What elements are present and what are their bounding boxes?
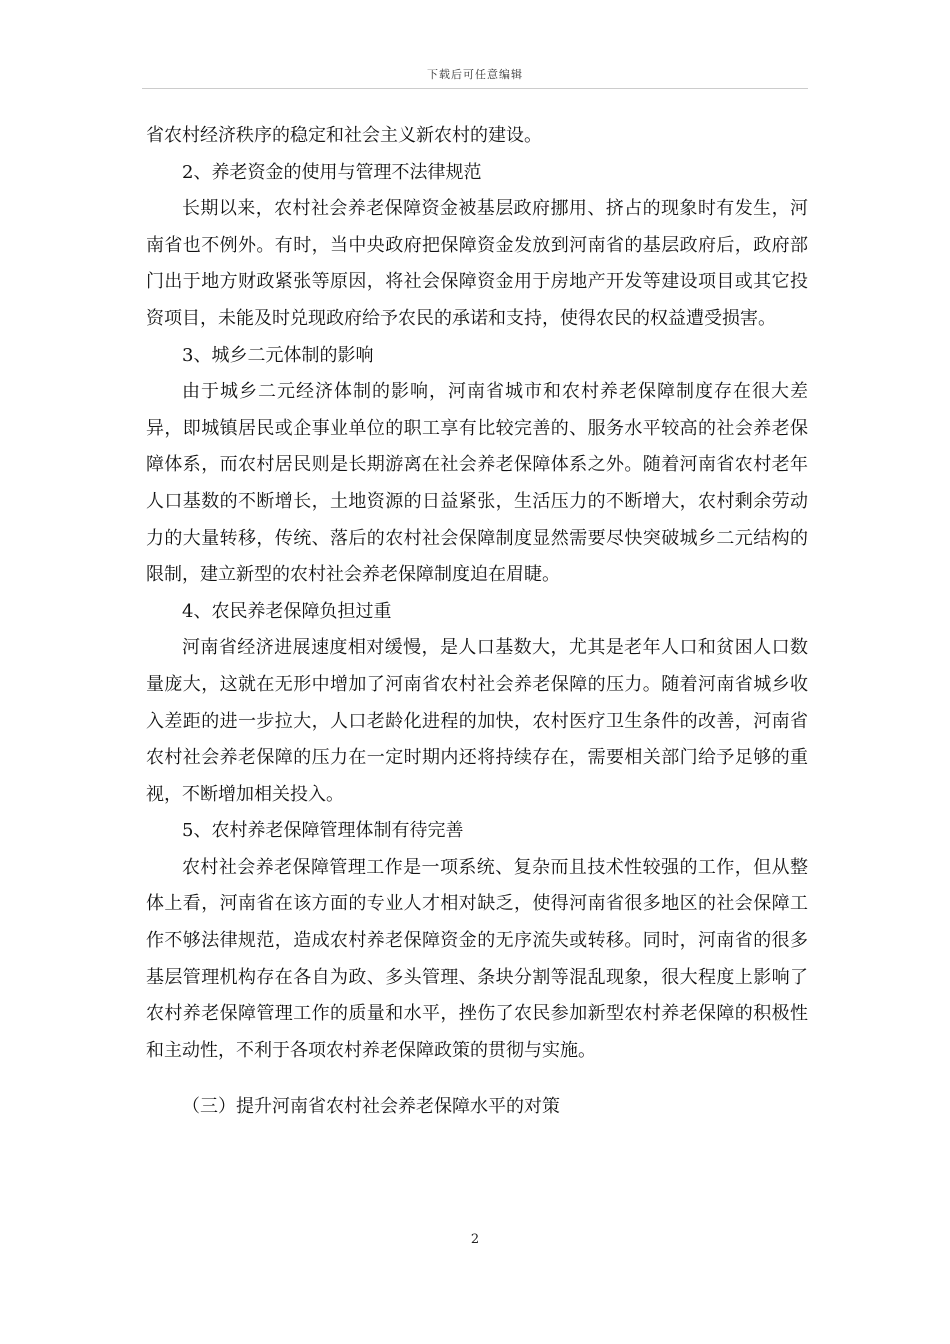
subheading-4: 4、农民养老保障负担过重 [182,600,392,622]
document-body [146,118,808,1126]
subheading-2: 2、养老资金的使用与管理不法律规范 [182,161,482,183]
page-number: 2 [470,1232,480,1247]
header-divider [142,88,808,89]
paragraph-dual-system: 由于城乡二元经济体制的影响，河南省城市和农村养老保障制度存在很大差异，即城镇居民或企事业单位的职工享有比较完善的、服务水平较高的社会养老保障体系，而农村居民则是长期游离在社会养老保障体系之外。随着河南省农村老年人口基数的不断增长，土地资源的日益紧张，生活压力的不断增大，农村剩余劳动力的大量转移，传统、落后的农村社会保障制度显然需要尽快突破城乡二元结构的限制，建立新型的农村社会养老保障制度迫在眉睫。 [146,381,808,586]
header-note: 下载后可任意编辑 [427,68,523,81]
paragraph-funds-misuse: 长期以来，农村社会养老保障资金被基层政府挪用、挤占的现象时有发生，河南省也不例外。有时，当中央政府把保障资金发放到河南省的基层政府后，政府部门出于地方财政紧张等原因，将社会保障资金用于房地产开发等建设项目或其它投资项目，未能及时兑现政府给予农民的承诺和支持，使得农民的权益遭受损害。 [146,198,808,329]
subheading-5: 5、农村养老保障管理体制有待完善 [182,820,464,842]
paragraph-continuation: 省农村经济秩序的稳定和社会主义新农村的建设。 [146,125,542,146]
paragraph-management: 农村社会养老保障管理工作是一项系统、复杂而且技术性较强的工作，但从整体上看，河南省在该方面的专业人才相对缺乏，使得河南省很多地区的社会保障工作不够法律规范，造成农村养老保障资金的无序流失或转移。同时，河南省的很多基层管理机构存在各自为政、多头管理、条块分割等混乱现象，很大程度上影响了农村养老保障管理工作的质量和水平，挫伤了农民参加新型农村养老保障的积极性和主动性，不利于各项农村养老保障政策的贯彻与实施。 [146,856,808,1061]
section-heading: （三）提升河南省农村社会养老保障水平的对策 [182,1096,560,1118]
subheading-3: 3、城乡二元体制的影响 [182,344,374,366]
paragraph-burden: 河南省经济进展速度相对缓慢，是人口基数大，尤其是老年人口和贫困人口数量庞大，这就在无形中增加了河南省农村社会养老保障的压力。随着河南省城乡收入差距的进一步拉大，人口老龄化进程的加快，农村医疗卫生条件的改善，河南省农村社会养老保障的压力在一定时期内还将持续存在，需要相关部门给予足够的重视，不断增加相关投入。 [146,637,808,805]
